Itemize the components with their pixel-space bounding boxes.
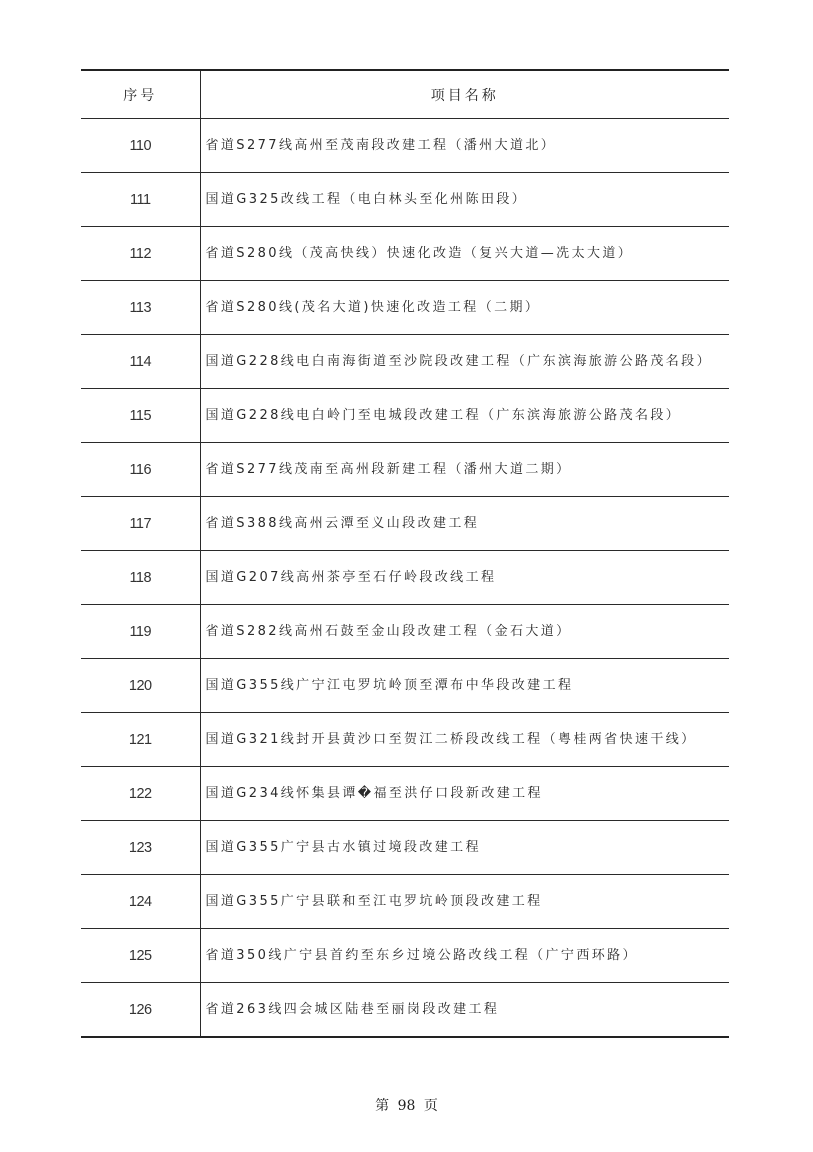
row-project-name: 国道G234线怀集县谭�福至洪仔口段新改建工程 [200, 767, 729, 821]
table-row [81, 335, 729, 389]
row-project-name: 国道G207线高州茶亭至石仔岭段改线工程 [200, 551, 729, 605]
row-project-name: 国道G355广宁县古水镇过境段改建工程 [200, 821, 729, 875]
row-project-name: 省道350线广宁县首约至东乡过境公路改线工程（广宁西环路） [200, 929, 729, 983]
row-serial-number: 124 [81, 875, 200, 929]
table-row [81, 605, 729, 659]
row-serial-number: 111 [81, 173, 200, 227]
row-project-name: 省道263线四会城区陆巷至丽岗段改建工程 [200, 983, 729, 1038]
row-serial-number: 116 [81, 443, 200, 497]
row-project-name: 省道S277线茂南至高州段新建工程（潘州大道二期） [200, 443, 729, 497]
row-serial-number: 121 [81, 713, 200, 767]
header-project-name: 项目名称 [200, 70, 729, 119]
row-serial-number: 110 [81, 119, 200, 173]
row-project-name: 省道S277线高州至茂南段改建工程（潘州大道北） [200, 119, 729, 173]
row-serial-number: 120 [81, 659, 200, 713]
table-row [81, 389, 729, 443]
table-row [81, 497, 729, 551]
row-project-name: 国道G355线广宁江屯罗坑岭顶至潭布中华段改建工程 [200, 659, 729, 713]
row-serial-number: 117 [81, 497, 200, 551]
row-project-name: 省道S280线（茂高快线）快速化改造（复兴大道—冼太大道） [200, 227, 729, 281]
table-row [81, 173, 729, 227]
table-row [81, 443, 729, 497]
row-serial-number: 118 [81, 551, 200, 605]
row-serial-number: 126 [81, 983, 200, 1038]
row-project-name: 省道S282线高州石鼓至金山段改建工程（金石大道） [200, 605, 729, 659]
row-project-name: 省道S388线高州云潭至义山段改建工程 [200, 497, 729, 551]
page-number: 第 98 页 [375, 1098, 438, 1114]
table-row [81, 713, 729, 767]
row-serial-number: 114 [81, 335, 200, 389]
table-row [81, 929, 729, 983]
row-project-name: 国道G325改线工程（电白林头至化州陈田段） [200, 173, 729, 227]
row-serial-number: 119 [81, 605, 200, 659]
table-row [81, 875, 729, 929]
row-serial-number: 115 [81, 389, 200, 443]
row-project-name: 国道G228线电白南海街道至沙院段改建工程（广东滨海旅游公路茂名段） [200, 335, 729, 389]
row-project-name: 国道G321线封开县黄沙口至贺江二桥段改线工程（粤桂两省快速干线） [200, 713, 729, 767]
row-serial-number: 123 [81, 821, 200, 875]
table-header-row [81, 70, 729, 119]
row-serial-number: 112 [81, 227, 200, 281]
row-project-name: 国道G228线电白岭门至电城段改建工程（广东滨海旅游公路茂名段） [200, 389, 729, 443]
table-row [81, 281, 729, 335]
table-row [81, 551, 729, 605]
table-row [81, 119, 729, 173]
header-serial-number: 序号 [81, 70, 200, 119]
table-row [81, 227, 729, 281]
project-table [81, 69, 729, 1038]
row-project-name: 国道G355广宁县联和至江屯罗坑岭顶段改建工程 [200, 875, 729, 929]
row-serial-number: 125 [81, 929, 200, 983]
table-row [81, 983, 729, 1038]
row-serial-number: 113 [81, 281, 200, 335]
table-row [81, 821, 729, 875]
table-row [81, 767, 729, 821]
row-serial-number: 122 [81, 767, 200, 821]
row-project-name: 省道S280线(茂名大道)快速化改造工程（二期） [200, 281, 729, 335]
table-row [81, 659, 729, 713]
